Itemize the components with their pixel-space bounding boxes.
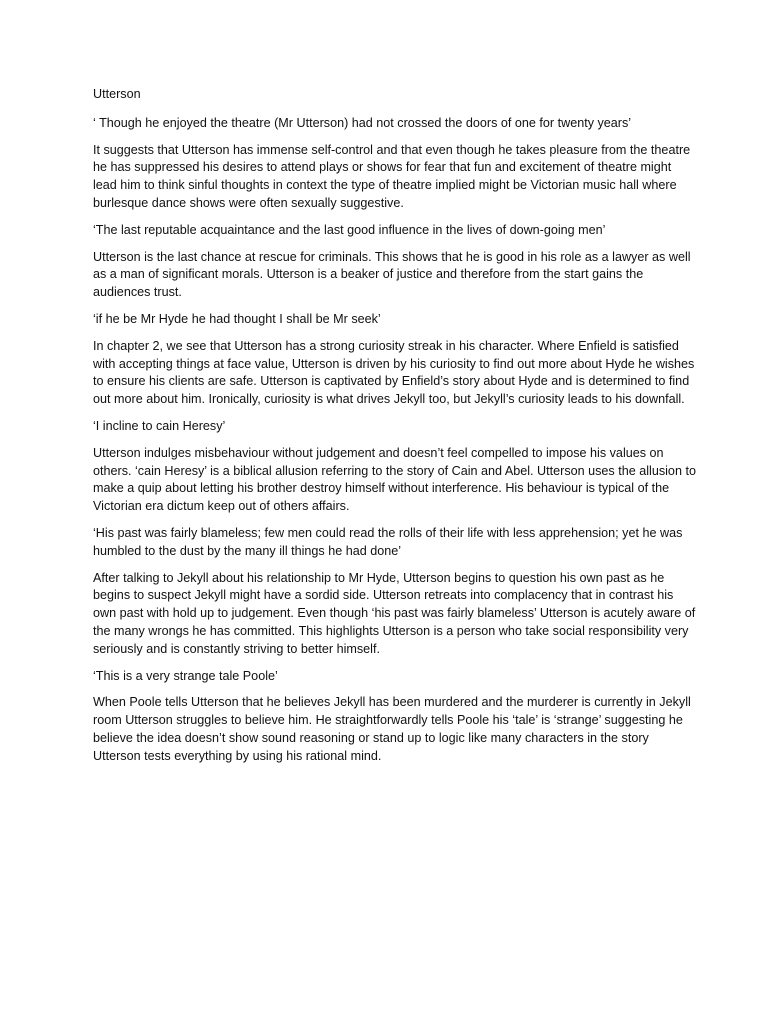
quote-4: ‘I incline to cain Heresy’ (93, 418, 226, 433)
analysis-4: Utterson indulges misbehaviour without judgement and doesn’t feel compelled to impose his values on others. ‘cain Heresy’ is a biblical allusion referring to the story of Cain and Abel. Utterson uses the allusion to make a quip about letting his brother destroy himself without interference. His behaviour is typical of the Victorian era dictum keep out of others affairs. (93, 445, 696, 514)
quote-2: ‘The last reputable acquaintance and the last good influence in the lives of down-going men’ (93, 222, 606, 237)
quote-1: ‘ Though he enjoyed the theatre (Mr Utterson) had not crossed the doors of one for twenty years’ (93, 115, 632, 130)
analysis-5: After talking to Jekyll about his relationship to Mr Hyde, Utterson begins to question his own past as he begins to suspect Jekyll might have a sordid side. Utterson retreats into complacency that in contrast his own past with hold up to judgement. Even though ‘his past was fairly blameless’ Utterson is acutely aware of the many wrongs he has committed. This highlights Utterson is a person who take social responsibility very seriously and is constantly striving to better himself. (93, 570, 696, 656)
analysis-1: It suggests that Utterson has immense self-control and that even though he takes pleasure from the theatre he has suppressed his desires to attend plays or shows for fear that fun and excitement of theatre might lead him to think sinful thoughts in context the type of theatre implied might be Victorian music hall where burlesque dance shows were often sexually suggestive. (93, 142, 691, 210)
quote-5: ‘His past was fairly blameless; few men could read the rolls of their life with less apprehension; yet he was humbled to the dust by the many ill things he had done’ (93, 525, 683, 558)
analysis-6: When Poole tells Utterson that he believes Jekyll has been murdered and the murderer is currently in Jekyll room Utterson struggles to believe him. He straightforwardly tells Poole his ‘tale’ is ‘strange’ suggesting he believe the idea doesn’t show sound reasoning or stand up to logic like many characters in the story Utterson tests everything by using his rational mind. (93, 695, 691, 763)
analysis-2: Utterson is the last chance at rescue for criminals. This shows that he is good in his role as a lawyer as well as a man of significant morals. Utterson is a beaker of justice and therefore from the start gains the audiences trust. (93, 249, 691, 300)
analysis-3: In chapter 2, we see that Utterson has a strong curiosity streak in his character. Where Enfield is satisfied with accepting things at face value, Utterson is driven by his curiosity to find out more about Hyde he wishes to ensure his clients are safe. Utterson is captivated by Enfield’s story about Hyde and is determined to find out more about him. Ironically, curiosity is what drives Jekyll too, but Jekyll’s curiosity leads to his downfall. (93, 338, 695, 407)
quote-6: ‘This is a very strange tale Poole’ (93, 668, 278, 683)
quote-3: ‘if he be Mr Hyde he had thought I shall be Mr seek’ (93, 311, 381, 326)
document-title: Utterson (93, 87, 141, 101)
